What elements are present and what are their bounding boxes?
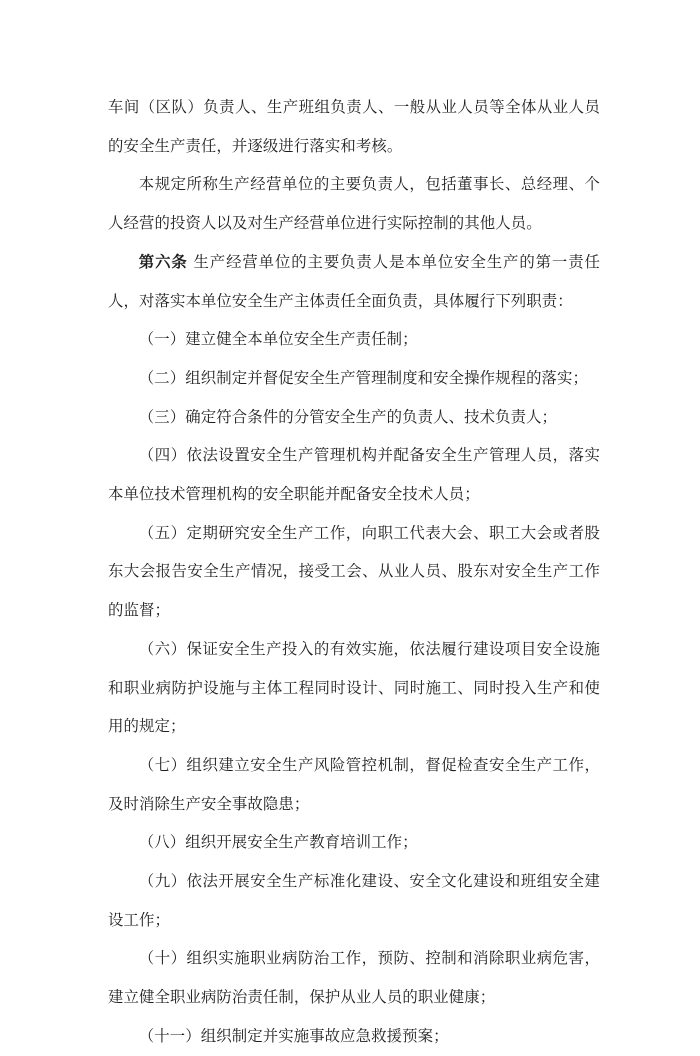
list-item-8: （八）组织开展安全生产教育培训工作； bbox=[138, 833, 418, 852]
list-item-1: （一）建立健全本单位安全生产责任制； bbox=[138, 330, 418, 349]
list-item-9: （九）依法开展安全生产标准化建设、安全文化建设和班组安全建设工作； bbox=[108, 872, 600, 929]
article-text: 生产经营单位的主要负责人是本单位安全生产的第一责任人，对落实本单位安全生产主体责任全面负责，具体履行下列职责： bbox=[108, 252, 600, 310]
list-item-3: （三）确定符合条件的分管安全生产的负责人、技术负责人； bbox=[138, 407, 558, 426]
list-item-2: （二）组织制定并督促安全生产管理制度和安全操作规程的落实； bbox=[138, 368, 589, 387]
article-heading: 第六条 bbox=[138, 252, 188, 271]
paragraph-definition: 本规定所称生产经营单位的主要负责人，包括董事长、总经理、个人经营的投资人以及对生产经营单位进行实际控制的其他人员。 bbox=[108, 175, 600, 233]
list-item-5: （五）定期研究安全生产工作，向职工代表大会、职工大会或者股东大会报告安全生产情况，接受工会、从业人员、股东对安全生产工作的监督； bbox=[108, 523, 600, 620]
list-item-6: （六）保证安全生产投入的有效实施，依法履行建设项目安全设施和职业病防护设施与主体工程同时设计、同时施工、同时投入生产和使用的规定； bbox=[108, 639, 600, 736]
paragraph-continuation: 车间（区队）负责人、生产班组负责人、一般从业人员等全体从业人员的安全生产责任，并逐级进行落实和考核。 bbox=[108, 98, 600, 155]
list-item-7: （七）组织建立安全生产风险管控机制，督促检查安全生产工作，及时消除生产安全事故隐患； bbox=[108, 755, 600, 813]
document-body bbox=[108, 88, 600, 1056]
paragraph-article-6 bbox=[108, 243, 600, 320]
list-item-4: （四）依法设置安全生产管理机构并配备安全生产管理人员，落实本单位技术管理机构的安全职能并配备安全技术人员； bbox=[108, 446, 600, 504]
list-item-10: （十）组织实施职业病防治工作，预防、控制和消除职业病危害，建立健全职业病防治责任制，保护从业人员的职业健康； bbox=[108, 949, 600, 1007]
list-item-11: （十一）组织制定并实施事故应急救援预案； bbox=[138, 1026, 449, 1045]
